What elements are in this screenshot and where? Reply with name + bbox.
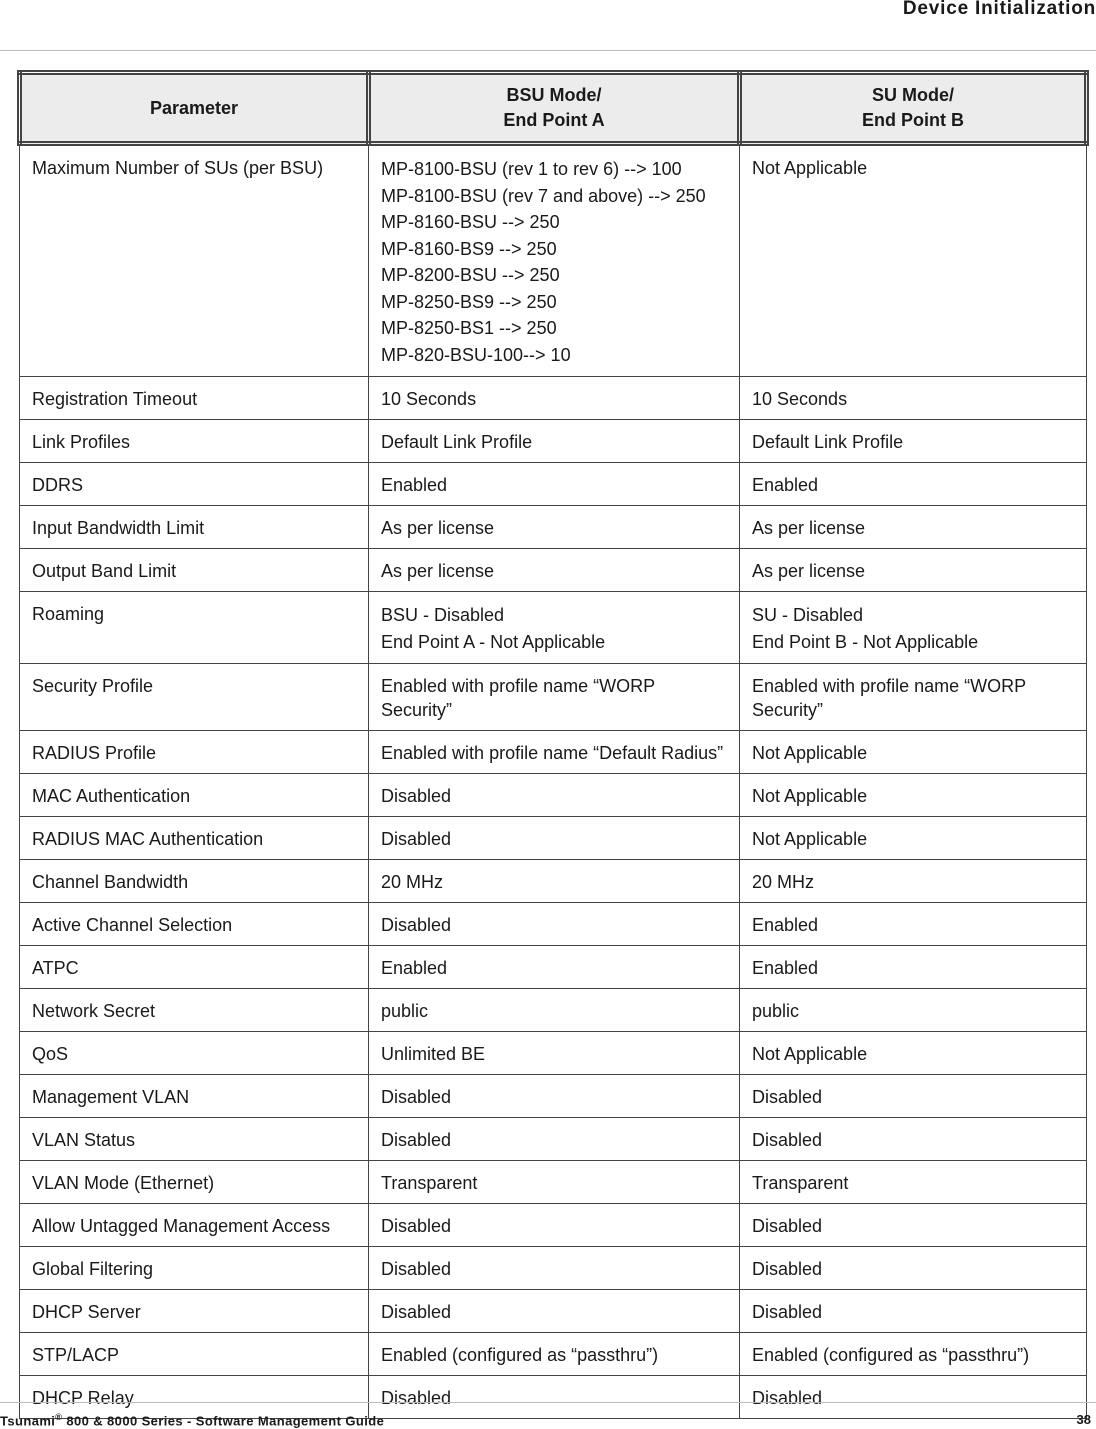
table-row <box>20 1075 1087 1118</box>
value-line: Disabled <box>381 1087 452 1107</box>
value-line: 20 MHz <box>752 872 815 892</box>
bsu-value-cell <box>369 1204 740 1247</box>
guide-title-brand: Tsunami <box>0 1413 56 1429</box>
bsu-value-cell <box>369 1376 740 1419</box>
header-divider <box>0 50 1096 51</box>
value-line: MP-8250-BS9 --> 250 <box>381 291 557 312</box>
header-row <box>20 73 1087 144</box>
parameter-cell: Registration Timeout <box>20 377 369 420</box>
bsu-value-cell <box>369 817 740 860</box>
page-title: Device Initialization <box>902 0 1096 19</box>
column-header-line: SU Mode/ <box>871 85 954 105</box>
value-line: SU - Disabled <box>752 605 864 625</box>
su-value-cell <box>740 549 1087 592</box>
table-row <box>20 1290 1087 1333</box>
value-line: Not Applicable <box>752 786 868 806</box>
table-row <box>20 1118 1087 1161</box>
parameter-cell: MAC Authentication <box>20 774 369 817</box>
table-row <box>20 1247 1087 1290</box>
value-line: Disabled <box>381 786 452 806</box>
parameter-cell: Output Band Limit <box>20 549 369 592</box>
bsu-value-cell <box>369 144 740 377</box>
table-row <box>20 989 1087 1032</box>
value-line: MP-8100-BSU (rev 1 to rev 6) --> 100 <box>381 159 682 179</box>
bsu-value-cell <box>369 774 740 817</box>
table-row <box>20 592 1087 664</box>
su-value-cell <box>740 664 1087 731</box>
value-line: Disabled <box>752 1130 823 1150</box>
table-row <box>20 420 1087 463</box>
su-value-cell <box>740 1376 1087 1419</box>
su-value-cell <box>740 592 1087 664</box>
parameter-cell: Security Profile <box>20 664 369 731</box>
parameter-cell: Active Channel Selection <box>20 903 369 946</box>
value-line: Disabled <box>381 1388 452 1408</box>
parameter-cell: Maximum Number of SUs (per BSU) <box>20 144 369 377</box>
su-value-cell <box>740 731 1087 774</box>
bsu-value-cell <box>369 860 740 903</box>
value-line: As per license <box>752 561 866 581</box>
table-row <box>20 774 1087 817</box>
table-row <box>20 549 1087 592</box>
parameter-cell: DDRS <box>20 463 369 506</box>
value-line: Not Applicable <box>752 158 868 178</box>
parameter-cell: VLAN Status <box>20 1118 369 1161</box>
bsu-value-cell <box>369 1032 740 1075</box>
parameter-cell: DHCP Server <box>20 1290 369 1333</box>
su-value-cell <box>740 774 1087 817</box>
value-line: Enabled <box>752 475 819 495</box>
su-value-cell <box>740 1032 1087 1075</box>
bsu-value-cell <box>369 1075 740 1118</box>
value-line: Disabled <box>752 1216 823 1236</box>
value-line: Enabled <box>381 958 448 978</box>
su-value-cell <box>740 463 1087 506</box>
value-line: Enabled with profile name “WORP Security” <box>752 676 1026 720</box>
parameter-cell: Input Bandwidth Limit <box>20 506 369 549</box>
su-value-cell <box>740 506 1087 549</box>
table-row <box>20 860 1087 903</box>
table-header <box>20 73 1087 144</box>
su-value-cell <box>740 1247 1087 1290</box>
su-value-cell <box>740 1204 1087 1247</box>
value-line: As per license <box>381 518 495 538</box>
bsu-value-cell <box>369 664 740 731</box>
guide-title-rest: 800 & 8000 Series - Software Management Guide <box>62 1413 385 1429</box>
parameter-cell: Global Filtering <box>20 1247 369 1290</box>
value-line: Not Applicable <box>752 743 868 763</box>
su-value-cell <box>740 989 1087 1032</box>
bsu-value-cell <box>369 1333 740 1376</box>
value-line: Enabled with profile name “Default Radius” <box>381 743 724 763</box>
value-line: public <box>752 1001 800 1021</box>
value-line: 10 Seconds <box>381 389 477 409</box>
value-line: Enabled (configured as “passthru”) <box>381 1345 659 1365</box>
value-line: Disabled <box>752 1259 823 1279</box>
value-line: End Point A - Not Applicable <box>381 631 606 652</box>
su-value-cell <box>740 860 1087 903</box>
value-line: Enabled <box>752 915 819 935</box>
column-header-line: End Point B <box>862 110 964 130</box>
parameter-cell: RADIUS Profile <box>20 731 369 774</box>
table-row <box>20 506 1087 549</box>
value-line: Default Link Profile <box>752 432 904 452</box>
value-line: Enabled (configured as “passthru”) <box>752 1345 1030 1365</box>
value-line: Enabled with profile name “WORP Security” <box>381 676 655 720</box>
value-line: Disabled <box>381 1259 452 1279</box>
bsu-value-cell <box>369 592 740 664</box>
column-header-su-mode <box>740 73 1087 144</box>
su-value-cell <box>740 817 1087 860</box>
value-line: Unlimited BE <box>381 1044 486 1064</box>
table-body <box>20 144 1087 1419</box>
column-header-line: Parameter <box>149 97 239 118</box>
bsu-value-cell <box>369 1290 740 1333</box>
value-line: As per license <box>381 561 495 581</box>
value-line: Disabled <box>381 1216 452 1236</box>
bsu-value-cell <box>369 1161 740 1204</box>
value-line: public <box>381 1001 429 1021</box>
footer-divider <box>0 1402 1096 1403</box>
parameter-cell: Management VLAN <box>20 1075 369 1118</box>
bsu-value-cell <box>369 377 740 420</box>
value-line: MP-820-BSU-100--> 10 <box>381 344 571 365</box>
column-header-line: End Point A <box>503 110 605 130</box>
value-line: Not Applicable <box>752 829 868 849</box>
parameter-cell: RADIUS MAC Authentication <box>20 817 369 860</box>
su-value-cell <box>740 1290 1087 1333</box>
parameter-cell: Channel Bandwidth <box>20 860 369 903</box>
bsu-value-cell <box>369 1247 740 1290</box>
parameter-cell: Allow Untagged Management Access <box>20 1204 369 1247</box>
column-header-bsu-mode <box>369 73 740 144</box>
value-line: BSU - Disabled <box>381 605 505 625</box>
su-value-cell <box>740 1118 1087 1161</box>
table-row <box>20 817 1087 860</box>
value-line: Disabled <box>752 1388 823 1408</box>
parameter-cell: ATPC <box>20 946 369 989</box>
bsu-value-cell <box>369 989 740 1032</box>
value-line: Transparent <box>752 1173 849 1193</box>
bsu-value-cell <box>369 506 740 549</box>
value-line: MP-8160-BSU --> 250 <box>381 212 560 232</box>
value-line: Disabled <box>752 1087 823 1107</box>
value-line: Transparent <box>381 1173 478 1193</box>
table-row <box>20 903 1087 946</box>
table-row <box>20 1204 1087 1247</box>
bsu-value-cell <box>369 549 740 592</box>
column-header-parameter <box>20 73 369 144</box>
value-line: MP-8160-BS9 --> 250 <box>381 238 557 259</box>
table-row <box>20 1032 1087 1075</box>
su-value-cell <box>740 1333 1087 1376</box>
value-line: 10 Seconds <box>752 389 848 409</box>
guide-title <box>0 1412 384 1428</box>
value-line: Disabled <box>381 1130 452 1150</box>
value-line: MP-8250-BS1 --> 250 <box>381 318 557 338</box>
value-line: Disabled <box>381 1302 452 1322</box>
parameter-cell: VLAN Mode (Ethernet) <box>20 1161 369 1204</box>
parameter-cell: DHCP Relay <box>20 1376 369 1419</box>
value-line: Not Applicable <box>752 1044 868 1064</box>
su-value-cell <box>740 946 1087 989</box>
bsu-value-cell <box>369 731 740 774</box>
bsu-value-cell <box>369 463 740 506</box>
value-line: Default Link Profile <box>381 432 533 452</box>
parameter-cell: Roaming <box>20 592 369 664</box>
bsu-value-cell <box>369 420 740 463</box>
value-line: Enabled <box>752 958 819 978</box>
bsu-value-cell <box>369 1118 740 1161</box>
parameter-cell: Link Profiles <box>20 420 369 463</box>
table-row <box>20 946 1087 989</box>
column-header-line: BSU Mode/ <box>506 85 602 105</box>
value-line: 20 MHz <box>381 872 444 892</box>
table-row <box>20 377 1087 420</box>
su-value-cell <box>740 377 1087 420</box>
su-value-cell <box>740 1161 1087 1204</box>
page-header <box>0 0 1096 50</box>
parameter-cell: Network Secret <box>20 989 369 1032</box>
parameter-cell: QoS <box>20 1032 369 1075</box>
page-number: 38 <box>1076 1412 1091 1427</box>
bsu-value-cell <box>369 903 740 946</box>
su-value-cell <box>740 144 1087 377</box>
table-row <box>20 1333 1087 1376</box>
table-row <box>20 1161 1087 1204</box>
table-row <box>20 144 1087 377</box>
value-line: MP-8100-BSU (rev 7 and above) --> 250 <box>381 185 706 206</box>
value-line: Disabled <box>381 915 452 935</box>
su-value-cell <box>740 1075 1087 1118</box>
value-line: Disabled <box>752 1302 823 1322</box>
value-line: Disabled <box>381 829 452 849</box>
parameters-table <box>17 70 1089 1419</box>
su-value-cell <box>740 420 1087 463</box>
su-value-cell <box>740 903 1087 946</box>
bsu-value-cell <box>369 946 740 989</box>
table-row <box>20 664 1087 731</box>
value-line: As per license <box>752 518 866 538</box>
value-line: Enabled <box>381 475 448 495</box>
table-row <box>20 731 1087 774</box>
parameter-cell: STP/LACP <box>20 1333 369 1376</box>
table-row <box>20 463 1087 506</box>
value-line: MP-8200-BSU --> 250 <box>381 265 560 285</box>
registered-mark: ® <box>55 1412 63 1422</box>
value-line: End Point B - Not Applicable <box>752 631 979 652</box>
